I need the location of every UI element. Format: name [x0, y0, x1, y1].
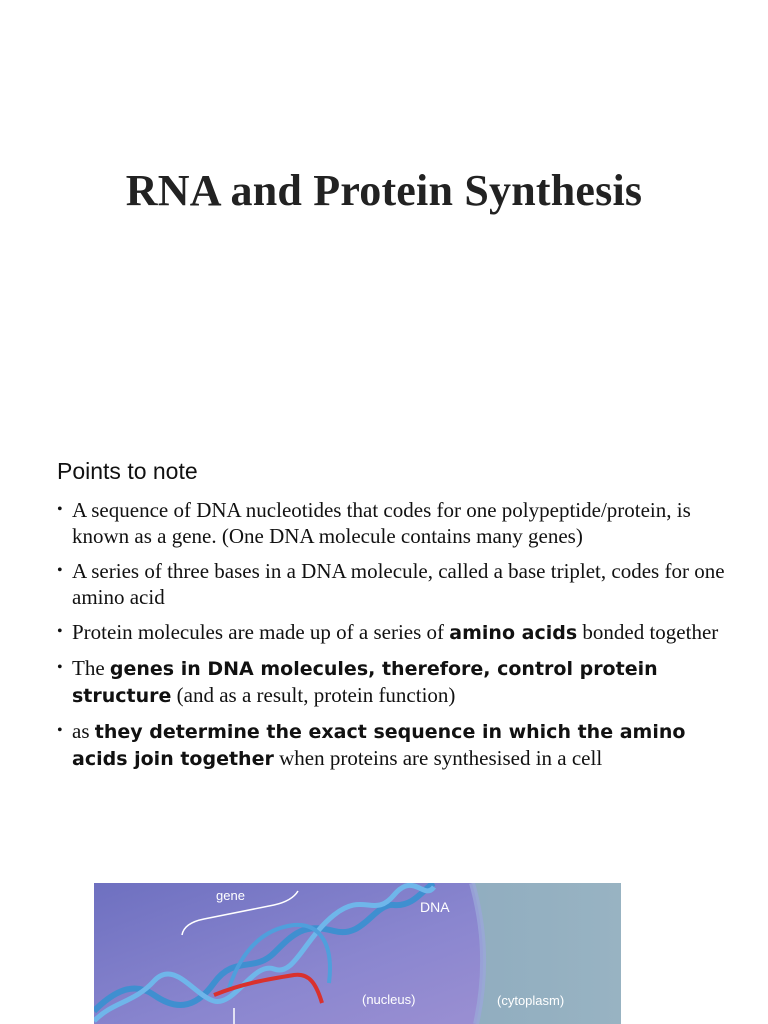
bullet-item	[56, 619, 736, 646]
bullet-emphasis: they determine the exact sequence in which the amino acids join together	[72, 721, 686, 770]
nucleus-label: (nucleus)	[362, 992, 416, 1007]
bullet-marker: •	[57, 659, 63, 676]
bullet-text: Protein molecules are made up of a series of	[72, 620, 450, 644]
bullet-item	[56, 497, 736, 549]
section-heading: Points to note	[57, 458, 198, 484]
bullet-emphasis: amino acids	[449, 622, 578, 644]
dna-figure	[94, 883, 621, 1024]
bullet-marker: •	[57, 501, 63, 518]
bullet-text: as	[72, 719, 95, 743]
slide-title: RNA and Protein Synthesis	[125, 166, 643, 215]
bullet-text: A series of three bases in a DNA molecule, called a base triplet, codes for one amino acid	[72, 559, 725, 609]
bullet-text: bonded together	[577, 620, 719, 644]
bullet-list	[56, 497, 736, 781]
bullet-marker: •	[57, 722, 63, 739]
gene-label: gene	[216, 888, 245, 903]
bullet-item	[56, 718, 736, 772]
bullet-emphasis: genes in DNA molecules, therefore, control protein structure	[72, 658, 658, 707]
bullet-marker: •	[57, 623, 63, 640]
dna-label: DNA	[420, 899, 450, 915]
cytoplasm-label: (cytoplasm)	[497, 993, 565, 1008]
bullet-item	[56, 655, 736, 709]
bullet-item	[56, 558, 736, 610]
bullet-text: when proteins are synthesised in a cell	[273, 746, 603, 770]
bullet-marker: •	[57, 562, 63, 579]
bullet-text: The	[72, 656, 110, 680]
bullet-text: A sequence of DNA nucleotides that codes for one polypeptide/protein, is known as a gene. (One DNA molecule contains many genes)	[72, 498, 691, 548]
dna-illustration	[94, 883, 621, 1024]
bullet-text: (and as a result, protein function)	[171, 683, 456, 707]
